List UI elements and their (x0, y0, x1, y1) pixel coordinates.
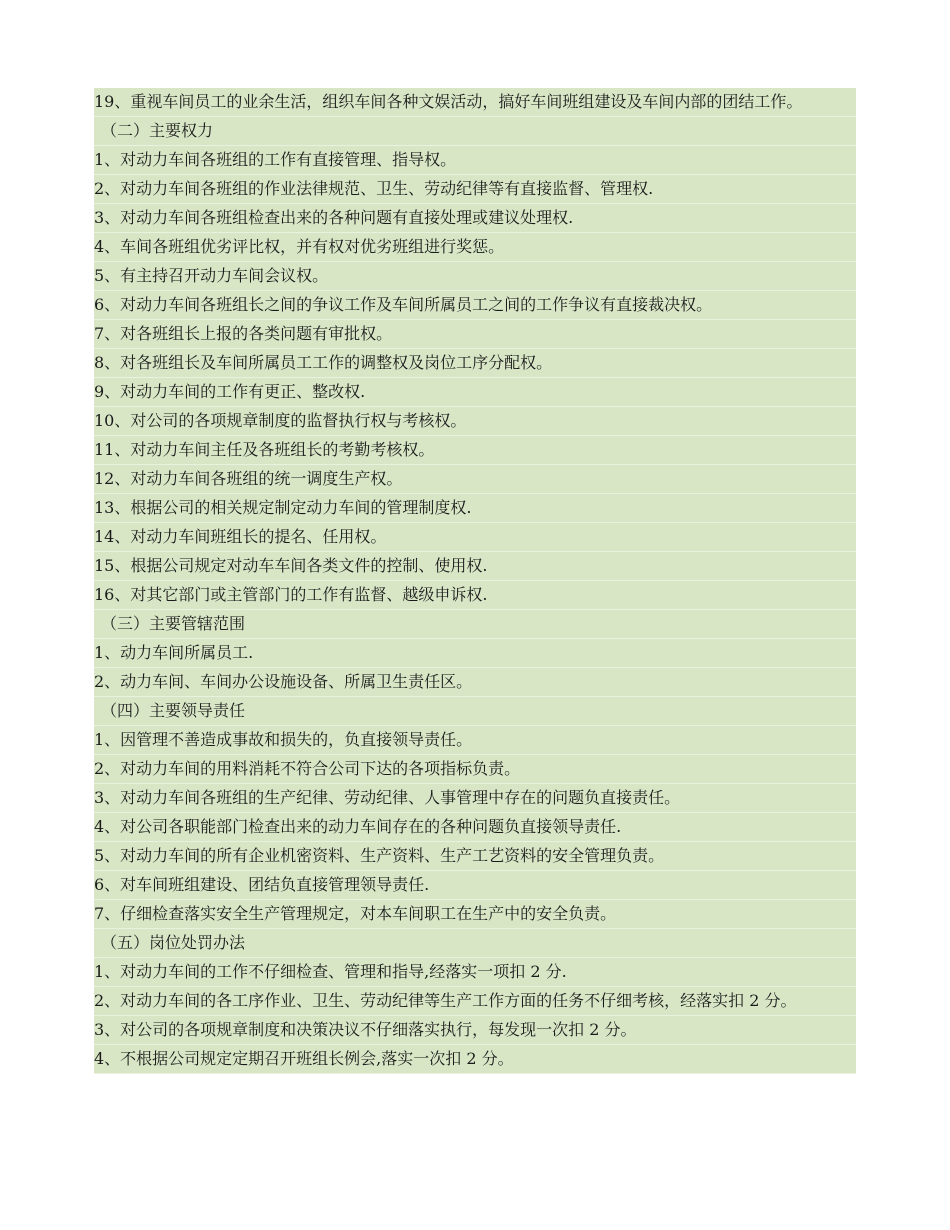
section-heading-main-powers: （二）主要权力 (94, 117, 856, 146)
section-heading-jurisdiction: （三）主要管辖范围 (94, 610, 856, 639)
highlighted-text-block (94, 88, 856, 1074)
paragraph-power-9: 9、对动力车间的工作有更正、整改权. (94, 378, 856, 407)
paragraph-responsibility-7: 7、仔细检查落实安全生产管理规定，对本车间职工在生产中的安全负责。 (94, 900, 856, 929)
paragraph-power-12: 12、对动力车间各班组的统一调度生产权。 (94, 465, 856, 494)
paragraph-power-5: 5、有主持召开动力车间会议权。 (94, 262, 856, 291)
paragraph-penalty-2: 2、对动力车间的各工序作业、卫生、劳动纪律等生产工作方面的任务不仔细考核，经落实扣 2 分。 (94, 987, 856, 1016)
paragraph-power-8: 8、对各班组长及车间所属员工工作的调整权及岗位工序分配权。 (94, 349, 856, 378)
paragraph-jurisdiction-1: 1、动力车间所属员工. (94, 639, 856, 668)
paragraph-penalty-4: 4、不根据公司规定定期召开班组长例会,落实一次扣 2 分。 (94, 1045, 856, 1074)
paragraph-jurisdiction-2: 2、动力车间、车间办公设施设备、所属卫生责任区。 (94, 668, 856, 697)
paragraph-responsibility-4: 4、对公司各职能部门检查出来的动力车间存在的各种问题负直接领导责任. (94, 813, 856, 842)
paragraph-penalty-1: 1、对动力车间的工作不仔细检查、管理和指导,经落实一项扣 2 分. (94, 958, 856, 987)
paragraph-power-4: 4、车间各班组优劣评比权，并有权对优劣班组进行奖惩。 (94, 233, 856, 262)
paragraph-power-15: 15、根据公司规定对动车车间各类文件的控制、使用权. (94, 552, 856, 581)
paragraph-responsibility-2: 2、对动力车间的用料消耗不符合公司下达的各项指标负责。 (94, 755, 856, 784)
paragraph-responsibility-6: 6、对车间班组建设、团结负直接管理领导责任. (94, 871, 856, 900)
paragraph-power-6: 6、对动力车间各班组长之间的争议工作及车间所属员工之间的工作争议有直接裁决权。 (94, 291, 856, 320)
paragraph-power-10: 10、对公司的各项规章制度的监督执行权与考核权。 (94, 407, 856, 436)
paragraph-power-7: 7、对各班组长上报的各类问题有审批权。 (94, 320, 856, 349)
paragraph-power-13: 13、根据公司的相关规定制定动力车间的管理制度权. (94, 494, 856, 523)
paragraph-power-3: 3、对动力车间各班组检查出来的各种问题有直接处理或建议处理权. (94, 204, 856, 233)
paragraph-power-1: 1、对动力车间各班组的工作有直接管理、指导权。 (94, 146, 856, 175)
paragraph-item-19: 19、重视车间员工的业余生活，组织车间各种文娱活动，搞好车间班组建设及车间内部的团结工作。 (94, 88, 856, 117)
paragraph-power-11: 11、对动力车间主任及各班组长的考勤考核权。 (94, 436, 856, 465)
paragraph-power-14: 14、对动力车间班组长的提名、任用权。 (94, 523, 856, 552)
section-heading-responsibilities: （四）主要领导责任 (94, 697, 856, 726)
paragraph-responsibility-3: 3、对动力车间各班组的生产纪律、劳动纪律、人事管理中存在的问题负直接责任。 (94, 784, 856, 813)
paragraph-penalty-3: 3、对公司的各项规章制度和决策决议不仔细落实执行，每发现一次扣 2 分。 (94, 1016, 856, 1045)
paragraph-power-2: 2、对动力车间各班组的作业法律规范、卫生、劳动纪律等有直接监督、管理权. (94, 175, 856, 204)
paragraph-responsibility-5: 5、对动力车间的所有企业机密资料、生产资料、生产工艺资料的安全管理负责。 (94, 842, 856, 871)
section-heading-penalties: （五）岗位处罚办法 (94, 929, 856, 958)
paragraph-responsibility-1: 1、因管理不善造成事故和损失的，负直接领导责任。 (94, 726, 856, 755)
paragraph-power-16: 16、对其它部门或主管部门的工作有监督、越级申诉权. (94, 581, 856, 610)
